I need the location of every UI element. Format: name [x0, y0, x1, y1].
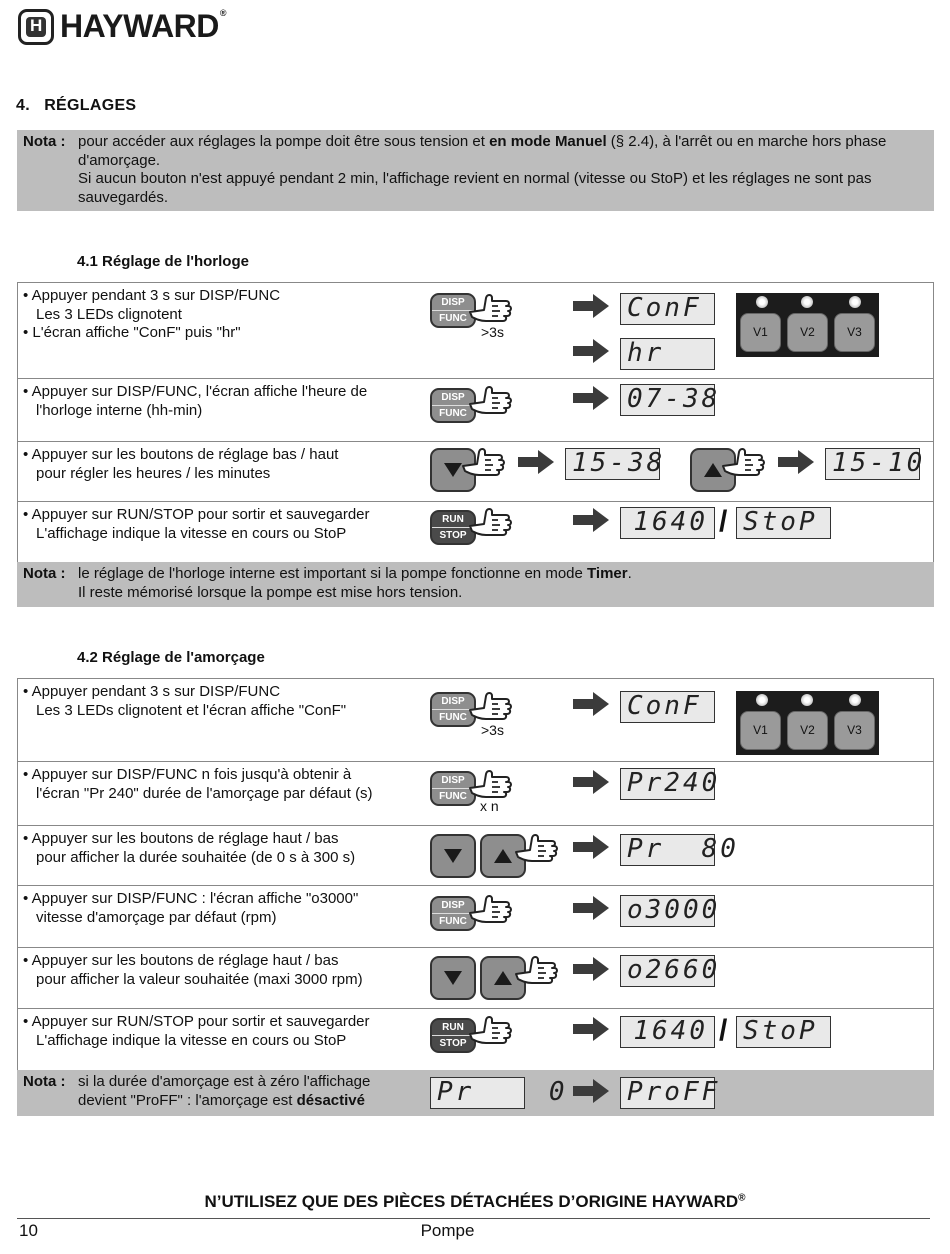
- disp-func-button[interactable]: DISP FUNC: [430, 896, 476, 931]
- v3-button[interactable]: V3: [834, 313, 875, 352]
- down-button[interactable]: [430, 956, 476, 1000]
- pointing-hand-icon: [461, 446, 507, 480]
- repeat-n-note: x n: [480, 798, 499, 814]
- sub1-row-3: [17, 442, 437, 501]
- list-item-cont: l'écran "Pr 240" durée de l'amorçage par défaut (s): [36, 784, 373, 802]
- run-stop-button[interactable]: RUN STOP: [430, 1018, 476, 1053]
- list-item: • Appuyer sur RUN/STOP pour sortir et sauvegarder: [23, 506, 370, 523]
- list-item: • Appuyer sur les boutons de réglage haut / bas: [23, 830, 339, 847]
- pointing-hand-icon: [468, 893, 514, 927]
- pointing-hand-icon: [468, 1014, 514, 1048]
- pointing-hand-icon: [468, 506, 514, 540]
- func-label: FUNC: [432, 310, 474, 326]
- lcd-display-pr0: Pr 0: [430, 1077, 525, 1109]
- list-item-cont: L'affichage indique la vitesse en cours ou StoP: [36, 1031, 347, 1049]
- list-item: • Appuyer pendant 3 s sur DISP/FUNC: [23, 287, 281, 304]
- arrow-right-icon: [573, 508, 609, 532]
- disp-func-button[interactable]: DISP FUNC: [430, 692, 476, 727]
- led-icon: [801, 296, 813, 308]
- lcd-display-conf: ConF: [620, 293, 715, 325]
- list-item-cont: pour régler les heures / les minutes: [36, 464, 271, 482]
- lcd-display-time: 07-38: [620, 384, 715, 416]
- list-item: • Appuyer sur DISP/FUNC, l'écran affiche l'heure de: [23, 383, 368, 400]
- nota-sub1-label: Nota :: [23, 565, 66, 582]
- controller-panel: [736, 293, 879, 357]
- nota-top-line1-bold: en mode Manuel: [489, 133, 607, 150]
- controller-panel: [736, 691, 879, 755]
- nota-sub2: Nota : si la durée d'amorçage est à zéro l'affichage devient "ProFF" : l'amorçage est désactivé: [17, 1070, 934, 1116]
- chevron-up-icon: [494, 971, 512, 985]
- arrow-right-icon: [573, 835, 609, 859]
- sub1-row-4: [17, 502, 437, 562]
- list-item: • Appuyer sur les boutons de réglage bas / haut: [23, 446, 339, 463]
- sub2-row-6: [17, 1009, 437, 1070]
- hold-3s-note: >3s: [481, 324, 504, 340]
- arrow-right-icon: [573, 294, 609, 318]
- hayward-logo: [18, 8, 226, 45]
- arrow-right-icon: [573, 339, 609, 363]
- brand-name: HAYWARD: [60, 8, 219, 44]
- sub2-row-3: [17, 826, 437, 885]
- disp-func-button[interactable]: DISP FUNC: [430, 388, 476, 423]
- sub2-row-2: [17, 762, 437, 825]
- led-icon: [849, 694, 861, 706]
- page-number: 10: [19, 1221, 38, 1240]
- led-icon: [756, 694, 768, 706]
- disp-func-button[interactable]: DISP FUNC: [430, 771, 476, 806]
- arrow-right-icon: [573, 770, 609, 794]
- led-icon: [801, 694, 813, 706]
- lcd-display-speed: 1640: [620, 1016, 715, 1048]
- sub1-title: 4.1 Réglage de l'horloge: [77, 253, 249, 270]
- pointing-hand-icon: [468, 768, 514, 802]
- sub2-row-5: [17, 948, 437, 1008]
- lcd-display-pr80: Pr 80: [620, 834, 715, 866]
- nota-sub1: Nota : le réglage de l'horloge interne est important si la pompe fonctionne en mode Timer. Il reste mémorisé lorsque la pompe est mise hors tension.: [17, 562, 934, 607]
- list-item: • Appuyer sur DISP/FUNC : l'écran affiche "o3000": [23, 890, 359, 907]
- lcd-display-stop: StoP: [736, 507, 831, 539]
- chevron-up-icon: [494, 849, 512, 863]
- list-item-cont: Les 3 LEDs clignotent et l'écran affiche "ConF": [36, 701, 347, 719]
- footer-banner: N’UTILISEZ QUE DES PIÈCES DÉTACHÉES D’ORIGINE HAYWARD®: [204, 1192, 746, 1211]
- lcd-display-proff: ProFF: [620, 1077, 715, 1109]
- brand-reg: ®: [219, 8, 227, 18]
- list-item: • L'écran affiche "ConF" puis "hr": [23, 324, 241, 341]
- nota-sub2-label: Nota :: [23, 1073, 66, 1090]
- pointing-hand-icon: [468, 384, 514, 418]
- arrow-right-icon: [573, 1017, 609, 1041]
- nota-top-line1-pre: pour accéder aux réglages la pompe doit être sous tension et: [78, 133, 490, 150]
- section-title-text: RÉGLAGES: [44, 97, 137, 114]
- arrow-right-icon: [778, 450, 814, 474]
- list-item-cont: l'horloge interne (hh-min): [36, 401, 203, 419]
- arrow-right-icon: [573, 1079, 609, 1103]
- list-item-cont: Les 3 LEDs clignotent: [36, 305, 182, 323]
- hayward-logo-icon: [18, 9, 54, 45]
- list-item: • Appuyer sur DISP/FUNC n fois jusqu'à obtenir à: [23, 766, 352, 783]
- sub2-row-1: [17, 679, 437, 761]
- v3-button[interactable]: V3: [834, 711, 875, 750]
- slash-separator: /: [719, 1014, 728, 1047]
- list-item: • Appuyer pendant 3 s sur DISP/FUNC: [23, 683, 281, 700]
- lcd-display-pr240: Pr240: [620, 768, 715, 800]
- nota-top-line2: Si aucun bouton n'est appuyé pendant 2 min, l'affichage revient en normal (vitesse ou StoP) et les réglages ne sont pas sauvegardés.: [78, 170, 872, 206]
- arrow-right-icon: [573, 957, 609, 981]
- led-icon: [849, 296, 861, 308]
- v2-button[interactable]: V2: [787, 711, 828, 750]
- stop-label: STOP: [432, 527, 474, 543]
- sub1-row-2: [17, 379, 437, 441]
- pointing-hand-icon: [468, 690, 514, 724]
- lcd-display-speed: 1640: [620, 507, 715, 539]
- nota-top-label: Nota :: [23, 133, 66, 150]
- chevron-up-icon: [704, 463, 722, 477]
- section-title: [16, 97, 136, 115]
- hold-3s-note: >3s: [481, 722, 504, 738]
- chevron-down-icon: [444, 971, 462, 985]
- led-icon: [756, 296, 768, 308]
- pointing-hand-icon: [721, 446, 767, 480]
- sub2-row-4: [17, 886, 437, 947]
- pointing-hand-icon: [514, 832, 560, 866]
- sub1-row-1: [17, 283, 437, 378]
- list-item-cont: L'affichage indique la vitesse en cours ou StoP: [36, 524, 347, 542]
- nota-top: [17, 130, 934, 211]
- run-label: RUN: [442, 514, 464, 525]
- chevron-down-icon: [444, 849, 462, 863]
- v2-button[interactable]: V2: [787, 313, 828, 352]
- lcd-display-o2660: o2660: [620, 955, 715, 987]
- page-name: Pompe: [420, 1221, 475, 1240]
- lcd-display-stop: StoP: [736, 1016, 831, 1048]
- lcd-display-hours: 15-38: [565, 448, 660, 480]
- nota-top-line1-post: (§ 2.4), à l'arrêt ou en marche hors phase d'amorçage.: [78, 133, 887, 169]
- v1-button[interactable]: V1: [740, 711, 781, 750]
- footer-divider: [17, 1218, 930, 1219]
- list-item-cont: pour afficher la valeur souhaitée (maxi 3000 rpm): [36, 970, 363, 988]
- sub2-title: 4.2 Réglage de l'amorçage: [77, 649, 265, 666]
- list-item: • Appuyer sur les boutons de réglage haut / bas: [23, 952, 339, 969]
- chevron-down-icon: [444, 463, 462, 477]
- list-item: • Appuyer sur RUN/STOP pour sortir et sauvegarder: [23, 1013, 370, 1030]
- lcd-display-minutes: 15-10: [825, 448, 920, 480]
- v1-button[interactable]: V1: [740, 313, 781, 352]
- arrow-right-icon: [573, 692, 609, 716]
- disp-label: DISP: [441, 297, 465, 308]
- arrow-right-icon: [573, 896, 609, 920]
- pointing-hand-icon: [514, 954, 560, 988]
- lcd-display-hr: hr: [620, 338, 715, 370]
- lcd-display-conf: ConF: [620, 691, 715, 723]
- list-item-cont: pour afficher la durée souhaitée (de 0 s à 300 s): [36, 848, 356, 866]
- down-button[interactable]: [430, 834, 476, 878]
- pointing-hand-icon: [468, 292, 514, 326]
- arrow-right-icon: [573, 386, 609, 410]
- list-item-cont: vitesse d'amorçage par défaut (rpm): [36, 908, 277, 926]
- slash-separator: /: [719, 505, 728, 538]
- arrow-right-icon: [518, 450, 554, 474]
- section-number: 4.: [16, 97, 30, 114]
- lcd-display-o3000: o3000: [620, 895, 715, 927]
